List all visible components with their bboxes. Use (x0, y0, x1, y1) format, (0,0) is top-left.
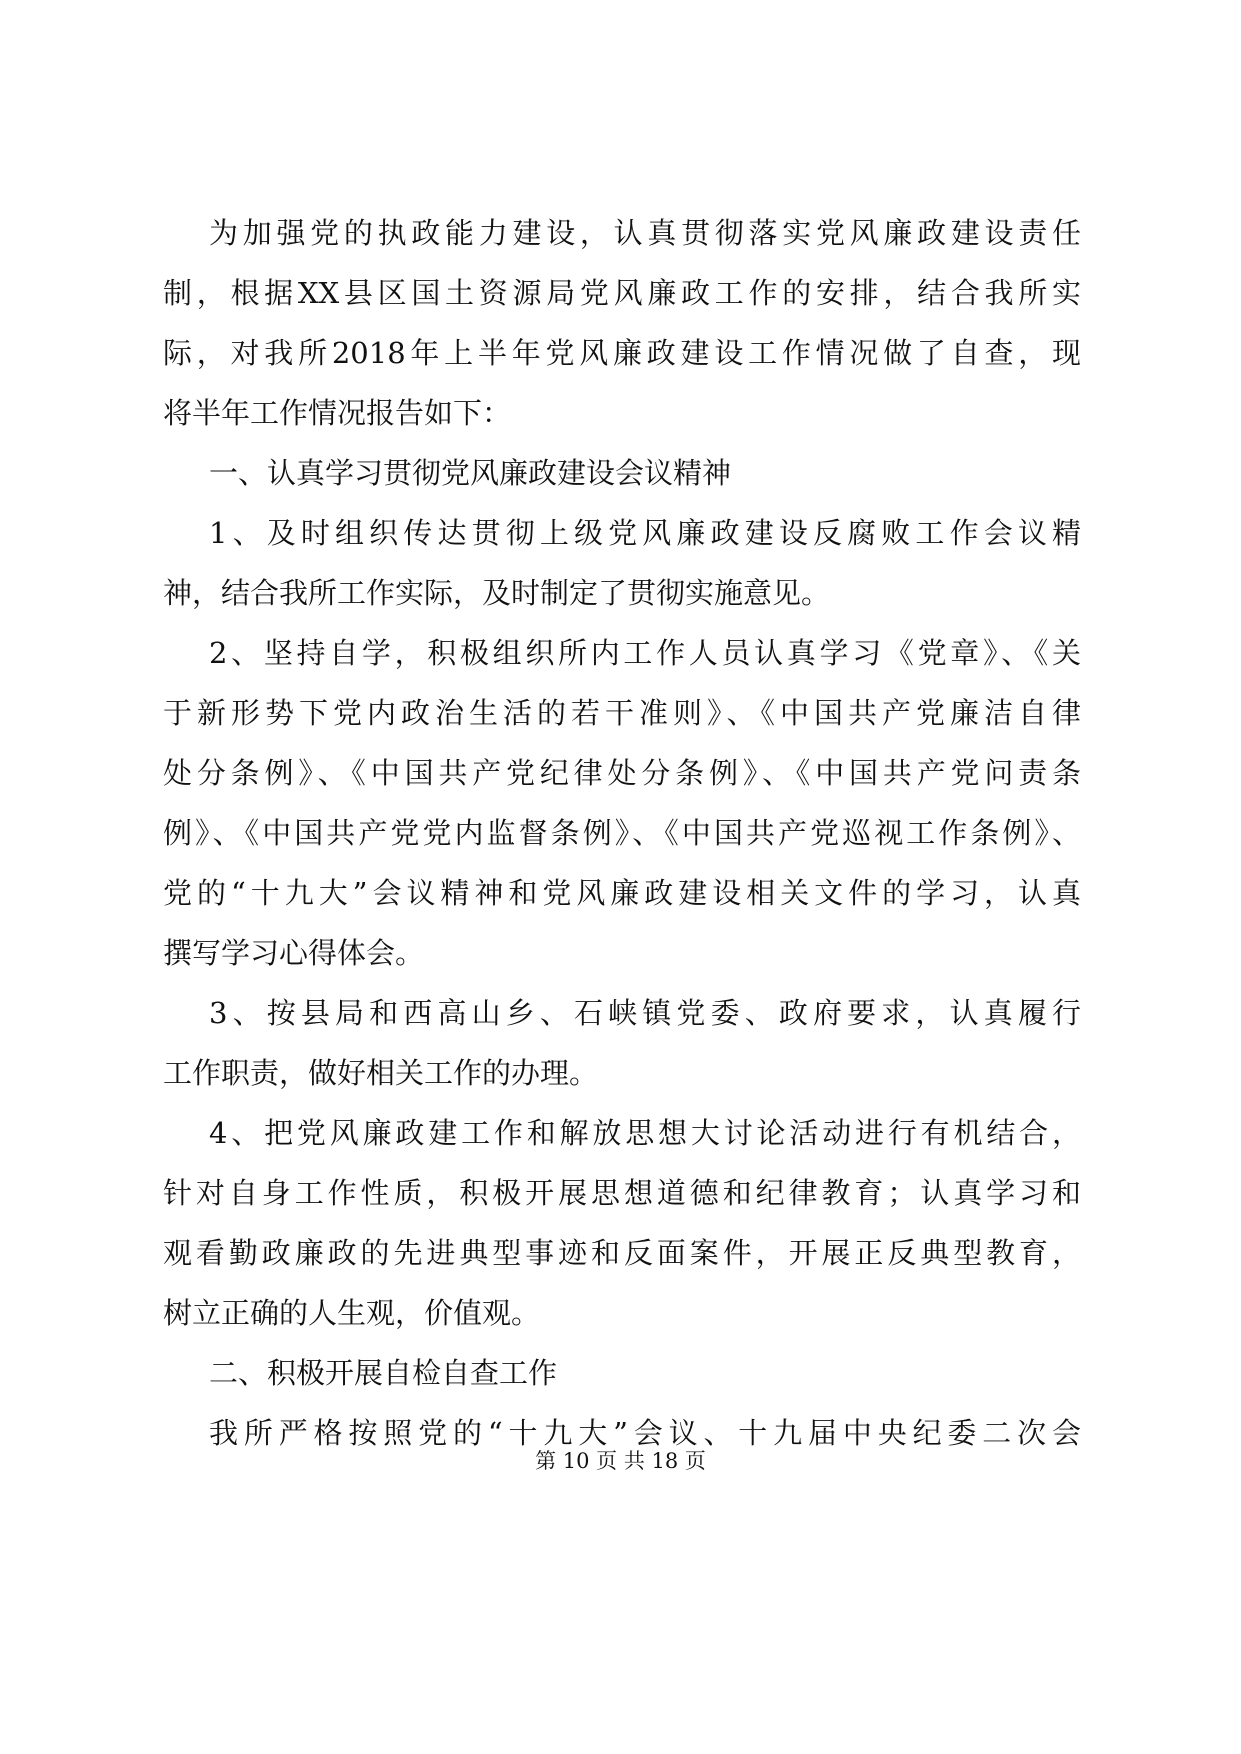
text-line: 工作职责，做好相关工作的办理。 (163, 1056, 599, 1090)
paragraph (163, 623, 1081, 983)
text-line: 撰写学习心得体会。 (163, 936, 425, 970)
text-line: 2、坚持自学，积极组织所内工作人员认真学习《党章》、《关 (209, 636, 1081, 670)
paragraph (163, 443, 1081, 503)
text-line: 二、积极开展自检自查工作 (209, 1356, 558, 1390)
text-line: 将半年工作情况报告如下： (163, 396, 512, 430)
text-line: 观看勤政廉政的先进典型事迹和反面案件，开展正反典型教育， (163, 1236, 1081, 1270)
text-line: 针对自身工作性质，积极开展思想道德和纪律教育；认真学习和 (163, 1176, 1081, 1210)
text-line: 我所严格按照党的“十九大”会议、十九届中央纪委二次会 (209, 1416, 1081, 1450)
paragraph (163, 1343, 1081, 1403)
document-body (163, 203, 1081, 1463)
text-line: 制，根据XX县区国土资源局党风廉政工作的安排，结合我所实 (163, 276, 1081, 310)
paragraph (163, 503, 1081, 623)
paragraph (163, 983, 1081, 1103)
text-line: 例》、《中国共产党党内监督条例》、《中国共产党巡视工作条例》、 (163, 816, 1081, 850)
text-line: 3、按县局和西高山乡、石峡镇党委、政府要求，认真履行 (209, 996, 1081, 1030)
text-line: 于新形势下党内政治生活的若干准则》、《中国共产党廉洁自律 (163, 696, 1081, 730)
text-line: 际，对我所2018年上半年党风廉政建设工作情况做了自查，现 (163, 336, 1081, 370)
text-line: 1、及时组织传达贯彻上级党风廉政建设反腐败工作会议精 (209, 516, 1081, 550)
text-line: 4、把党风廉政建工作和解放思想大讨论活动进行有机结合， (209, 1116, 1081, 1150)
page-footer: 第 10 页 共 18 页 (535, 1449, 706, 1473)
text-line: 树立正确的人生观，价值观。 (163, 1296, 541, 1330)
text-line: 党的“十九大”会议精神和党风廉政建设相关文件的学习，认真 (163, 876, 1081, 910)
paragraph (163, 1103, 1081, 1343)
text-line: 神，结合我所工作实际，及时制定了贯彻实施意见。 (163, 576, 831, 610)
text-line: 为加强党的执政能力建设，认真贯彻落实党风廉政建设责任 (209, 216, 1081, 250)
text-line: 一、认真学习贯彻党风廉政建设会议精神 (209, 456, 732, 490)
paragraph (163, 203, 1081, 443)
text-line: 处分条例》、《中国共产党纪律处分条例》、《中国共产党问责条 (163, 756, 1081, 790)
